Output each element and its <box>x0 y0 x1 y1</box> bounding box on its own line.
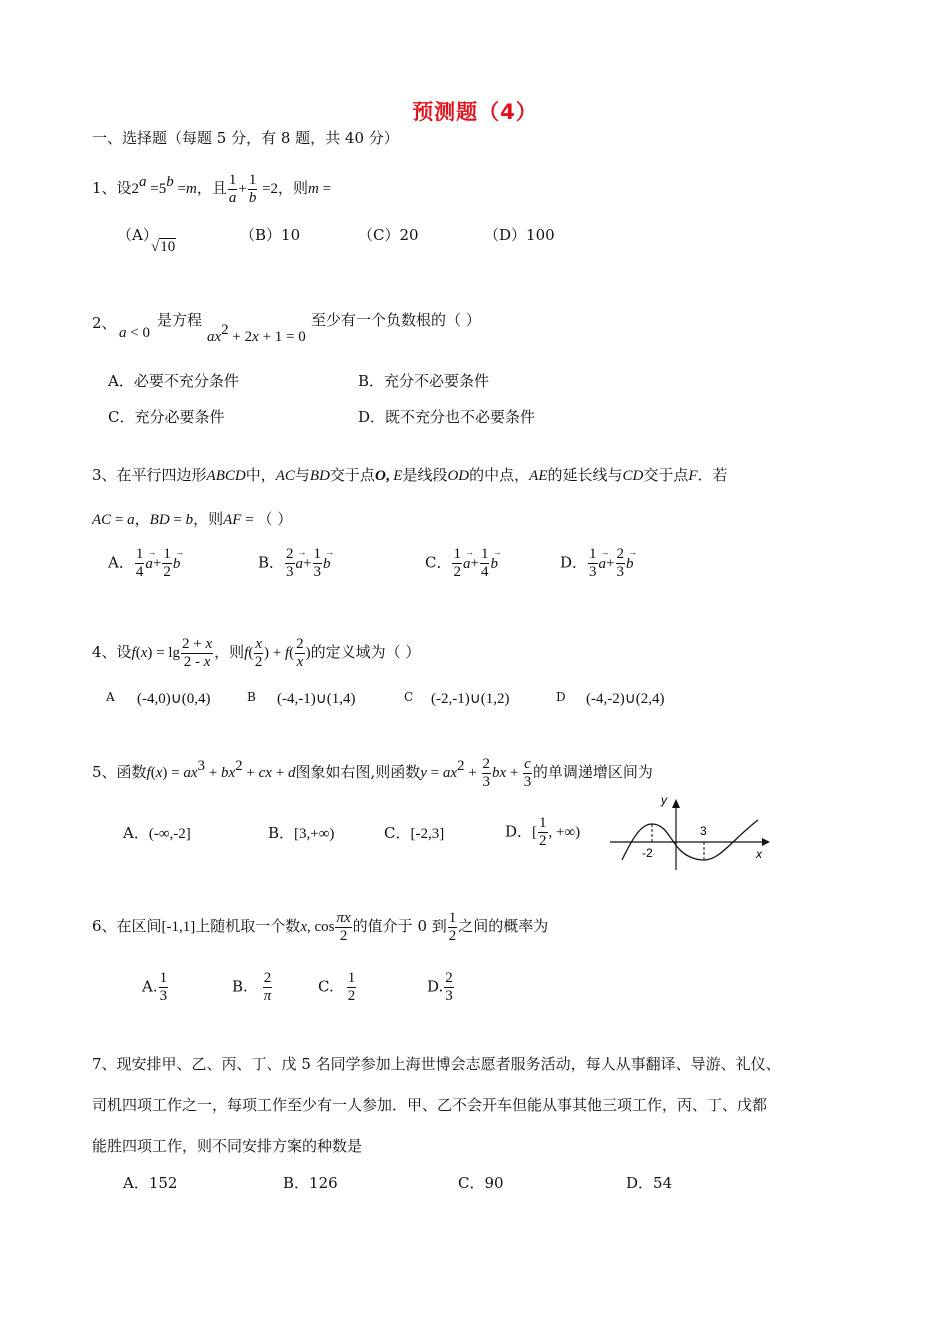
graph-y-label: y <box>661 793 667 807</box>
q4-option-a-label: A <box>106 690 115 704</box>
q4-option-b: (-4,-1)∪(1,4) <box>277 691 356 707</box>
q4-option-d-label: D <box>556 690 566 704</box>
q1-option-a: （A） <box>117 226 158 244</box>
q4-option-a: (-4,0)∪(0,4) <box>137 691 211 707</box>
q5-option-b: B．[3,+∞) <box>268 824 335 842</box>
q7-option-c: C．90 <box>458 1174 504 1192</box>
question-1: 1、设$2^a =5^b =m$，且 $\frac{1}{a}$ + $\frac{1}{b}$ =2，则m = <box>92 171 332 206</box>
graph-tick-neg: -2 <box>642 846 653 860</box>
q2-option-d: D．既不充分也不必要条件 <box>358 408 536 426</box>
question-3-line-1: 3、在平行四边形ABCD中，AC与BD交于点O, E是线段OD的中点，AE的延长线与CD交于点F．若 <box>92 466 728 484</box>
q7-option-a: A．152 <box>123 1174 178 1192</box>
question-6: 6、在区间[-1,1]上随机取一个数x, cos $\frac{\pi x}{2}$ 的值介于 0 到 $\frac{1}{2}$ 之间的概率为 <box>92 909 549 944</box>
q5-option-c: C．[-2,3] <box>384 824 445 842</box>
q2-label: 2、 <box>92 314 117 332</box>
q2-equation: $ax^2 + 2x + 1 = 0$ <box>207 322 306 345</box>
x-axis-arrow-icon <box>762 838 770 846</box>
q3-option-d: D． $\frac{1}{3}$ a →+ $\frac{2}{3}$ b → <box>560 546 634 581</box>
q2-tail: 至少有一个负数根的（ ） <box>311 311 481 329</box>
q1-label: 1、设 <box>92 179 132 197</box>
question-7-line-2: 司机四项工作之一，每项工作至少有一人参加．甲、乙不会开车但能从事其他三项工作，丙、丁、戊都 <box>92 1096 768 1114</box>
section-heading: 一、选择题（每题 5 分，有 8 题，共 40 分） <box>92 129 399 147</box>
y-axis-arrow-icon <box>672 799 680 808</box>
q1-cond-b: ，则 <box>278 179 309 197</box>
q6-option-a: A. $\frac{1}{3}$ <box>142 970 168 1004</box>
question-4: 4、设f(x) = lg $\frac{2 + x}{2 - x}$ ，则f( $\frac{x}{2}$ ) + f( $\frac{2}{x}$ )的定义域为（ ） <box>92 635 421 670</box>
q5-option-a: A．(-∞,-2] <box>123 824 191 842</box>
q4-option-c-label: C <box>404 690 414 704</box>
page-title: 预测题（4） <box>412 100 538 124</box>
q6-option-c: C. $\frac{1}{2}$ <box>318 970 356 1004</box>
graph-tick-pos: 3 <box>700 824 707 838</box>
q7-option-d: D．54 <box>626 1174 673 1192</box>
q2-lead: 是方程 <box>157 311 203 329</box>
q4-option-b-label: B <box>247 690 256 704</box>
q6-option-b: B. $\frac{2}{\pi}$ <box>232 970 272 1004</box>
q7-option-b: B．126 <box>283 1174 338 1192</box>
q1-option-a-value: √10 <box>151 239 176 255</box>
question-3-line-2: AC = a，BD = b，则AF = （ ） <box>92 510 293 528</box>
q5-option-d: D．[ $\frac{1}{2}$ , +∞) <box>505 815 581 849</box>
question-7-line-1: 7、现安排甲、乙、丙、丁、戊 5 名同学参加上海世博会志愿者服务活动，每人从事翻译、导游、礼仪、 <box>92 1055 781 1073</box>
q2-option-b: B．充分不必要条件 <box>358 372 490 390</box>
q6-option-d: D. $\frac{2}{3}$ <box>427 970 453 1004</box>
question-5: 5、函数$f(x) = ax^3 + bx^2$ + cx + d图象如右图,则函数$y = ax^2$ + $\frac{2}{3}$ bx + $\frac{c}{3}$ 的单调递增区间为 <box>92 755 653 790</box>
q2-option-a: A．必要不充分条件 <box>108 372 239 390</box>
q2-condition: a < 0 <box>119 325 150 341</box>
graph-x-label: x <box>756 847 762 861</box>
q1-option-b: （B）10 <box>240 226 301 244</box>
q1-option-c: （C）20 <box>358 226 419 244</box>
q3-option-b: B． $\frac{2}{3}$ a →+ $\frac{1}{3}$ b → <box>258 546 331 581</box>
q4-option-c: (-2,-1)∪(1,2) <box>431 691 510 707</box>
question-7-line-3: 能胜四项工作，则不同安排方案的种数是 <box>92 1137 363 1155</box>
cubic-function-graph <box>608 790 778 872</box>
q4-option-d: (-4,-2)∪(2,4) <box>586 691 665 707</box>
q3-option-c: C． $\frac{1}{2}$ a →+ $\frac{1}{4}$ b → <box>425 546 498 581</box>
q2-option-c: C．充分必要条件 <box>108 408 225 426</box>
q1-cond-a: ，且 <box>196 179 227 197</box>
q1-option-d: （D）100 <box>484 226 555 244</box>
q3-option-a: A． $\frac{1}{4}$ a →+ $\frac{1}{2}$ b → <box>108 546 180 581</box>
